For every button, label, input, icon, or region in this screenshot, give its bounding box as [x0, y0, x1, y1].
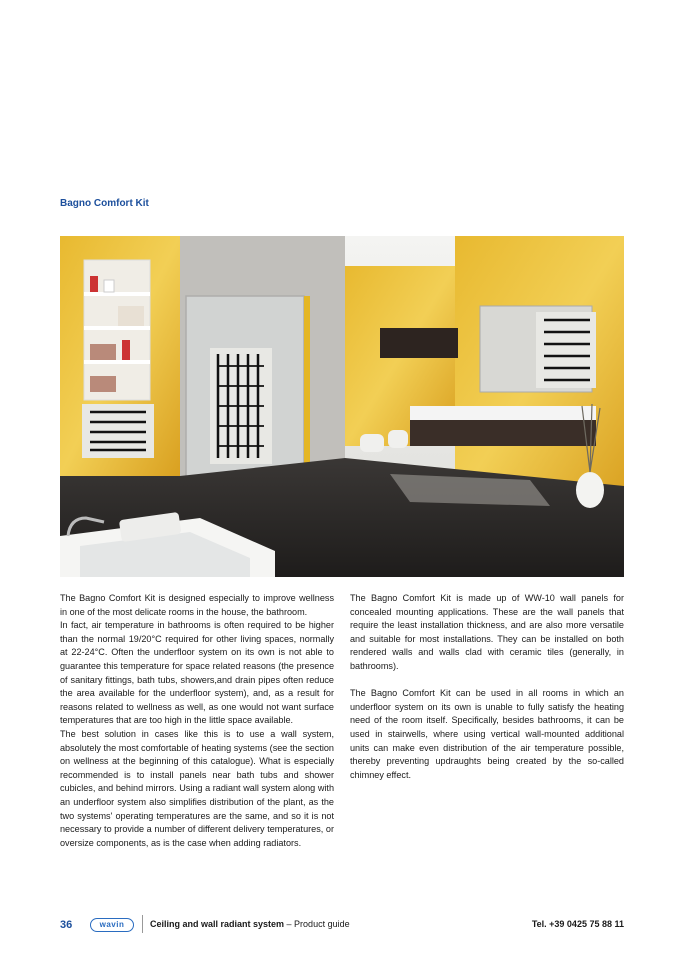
footer-title [150, 919, 350, 929]
right-column [350, 592, 624, 782]
footer-title-bold: Ceiling and wall radiant system [150, 919, 285, 929]
paragraph: The Bagno Comfort Kit is made up of WW-10 wall panels for concealed mounting applications. These are the wall panels that require the least installation thickness, and are also more versatile and suitable for most installations. They can be installed on both rendered walls and walls clad with ceramic tiles (generally, in bathrooms). [350, 593, 624, 671]
wavin-logo: wavin [90, 918, 134, 932]
paragraph: The Bagno Comfort Kit is designed especially to improve wellness in one of the most delicate rooms in the house, the bathroom. [60, 593, 334, 617]
bathroom-photo [60, 236, 624, 577]
paragraph: The best solution in cases like this is to use a wall system, absolutely the most comfortable of heating systems (see the section on wellness at the beginning of this catalogue). What is especially recommended is to install panels near bath tubs and shower cubicles, and behind mirrors. Using a radiant wall system along with an underfloor system also simplifies distribution of the plant, as the two systems' operating temperatures are the same, and so it is not necessary to provide a number of different delivery temperatures, or oversize components, as is the case when adding radiators. [60, 728, 334, 848]
footer-divider [142, 915, 143, 933]
bathroom-illustration [60, 236, 624, 577]
page-number: 36 [60, 919, 73, 931]
footer-title-rest: – Product guide [284, 919, 350, 929]
page-footer [60, 916, 624, 934]
paragraph: The Bagno Comfort Kit can be used in all rooms in which an underfloor system on its own is unable to fully satisfy the heating need of the room itself. Specifically, besides bathrooms, it can be used in stairwells, where using vertical wall-mounted additional units can make even distribution of the air temperature possible, thereby preventing updraughts being created by the so-called chimney effect. [350, 688, 624, 780]
paragraph: In fact, air temperature in bathrooms is often required to be higher than the normal 19/20°C required for other living spaces, normally at 22-24°C. Often the underfloor system on its own is not able to guarantee this temperature for space related reasons (the presence of sanitary fittings, bath tubs, showers,and drain pipes often reduce the area available for the underfloor system), and, as a result for reasons related to wellness as well, as one would not want surface temperatures that are too high in the little space available. [60, 620, 334, 726]
left-column [60, 592, 334, 850]
footer-phone: Tel. +39 0425 75 88 11 [531, 919, 624, 929]
section-title: Bagno Comfort Kit [60, 198, 149, 209]
